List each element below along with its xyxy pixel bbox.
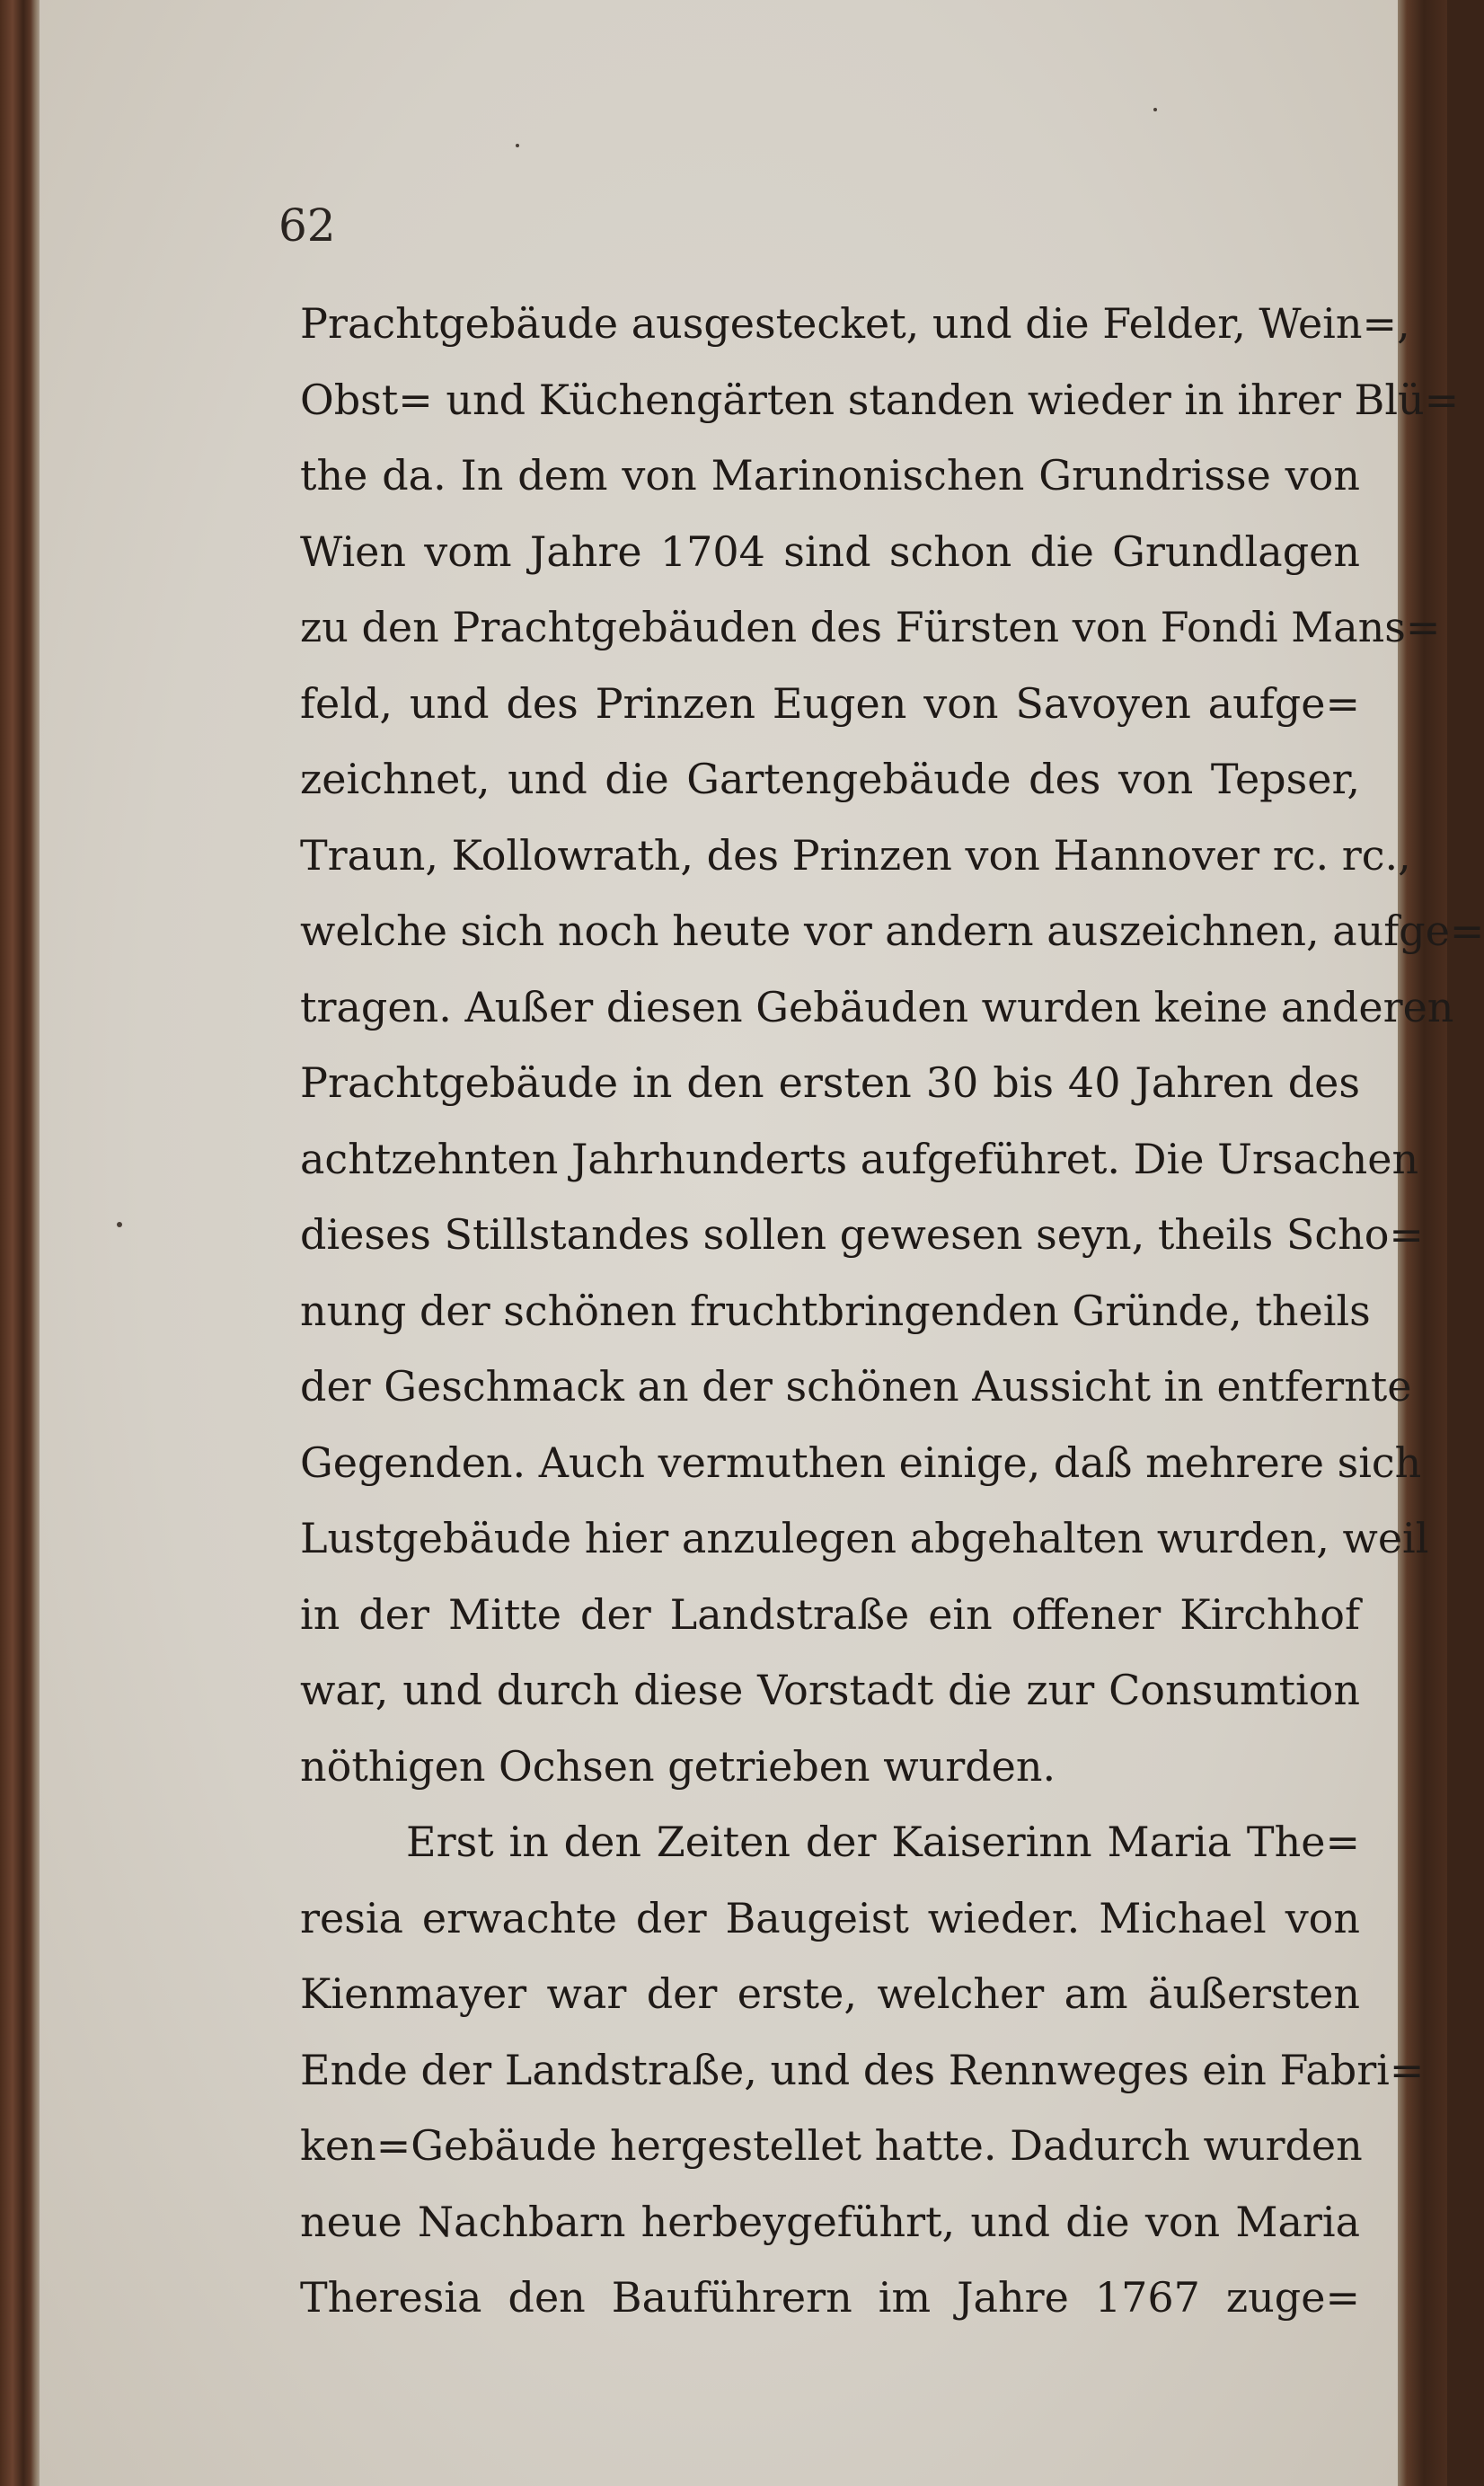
text-line: der Geschmack an der schönen Aussicht in entfernte: [300, 1362, 1412, 1411]
page-paper: [40, 0, 1484, 2486]
text-line: Lustgebäude hier anzulegen abgehalten wurden, weil: [300, 1514, 1429, 1562]
paper-speck: [1153, 108, 1157, 111]
text-line: welche sich noch heute vor andern auszeichnen, aufge=: [300, 907, 1484, 955]
text-line: Erst in den Zeiten der Kaiserinn Maria The=: [406, 1818, 1360, 1866]
text-line: Traun, Kollowrath, des Prinzen von Hannover rc. rc.,: [300, 830, 1411, 880]
text-line: resia erwachte der Baugeist wieder. Michael von: [300, 1893, 1360, 1942]
text-line: Gegenden. Auch vermuthen einige, daß mehrere sich: [300, 1438, 1422, 1487]
paper-speck: [117, 1222, 122, 1227]
text-line: dieses Stillstandes sollen gewesen seyn, theils Scho=: [300, 1210, 1424, 1259]
text-line: zu den Prachtgebäuden des Fürsten von Fondi Mans=: [300, 603, 1441, 651]
text-line: the da. In dem von Marinonischen Grundrisse von: [300, 451, 1360, 500]
text-line: Ende der Landstraße, und des Rennweges ein Fabri=: [300, 2045, 1425, 2094]
text-line: in der Mitte der Landstraße ein offener Kirchhof: [300, 1589, 1360, 1639]
text-line: neue Nachbarn herbeygeführt, und die von Maria: [300, 2197, 1360, 2246]
text-line: Prachtgebäude ausgestecket, und die Felder, Wein=,: [300, 299, 1410, 348]
text-line: Theresia den Bauführern im Jahre 1767 zuge=: [300, 2273, 1360, 2322]
text-line: ken=Gebäude hergestellet hatte. Dadurch wurden: [300, 2121, 1363, 2170]
page-text-body: [300, 286, 1484, 2336]
paper-speck: [516, 144, 519, 147]
text-line: nöthigen Ochsen getrieben wurden.: [300, 1741, 1056, 1791]
text-line: Obst= und Küchengärten standen wieder in ihrer Blü=: [300, 375, 1460, 424]
text-line: war, und durch diese Vorstadt die zur Consumtion: [300, 1666, 1360, 1714]
text-line: Kienmayer war der erste, welcher am äußersten: [300, 1969, 1360, 2018]
text-line: Prachtgebäude in den ersten 30 bis 40 Jahren des: [300, 1058, 1360, 1107]
text-line: feld, und des Prinzen Eugen von Savoyen aufge=: [300, 678, 1360, 728]
text-line: tragen. Außer diesen Gebäuden wurden keine anderen: [300, 982, 1454, 1031]
text-line: zeichnet, und die Gartengebäude des von Tepser,: [300, 755, 1360, 803]
page-number: 62: [278, 199, 336, 252]
text-line: achtzehnten Jahrhunderts aufgeführet. Die Ursachen: [300, 1134, 1419, 1183]
text-line: Wien vom Jahre 1704 sind schon die Grundlagen: [300, 526, 1360, 576]
text-line: nung der schönen fruchtbringenden Gründe, theils: [300, 1286, 1371, 1335]
